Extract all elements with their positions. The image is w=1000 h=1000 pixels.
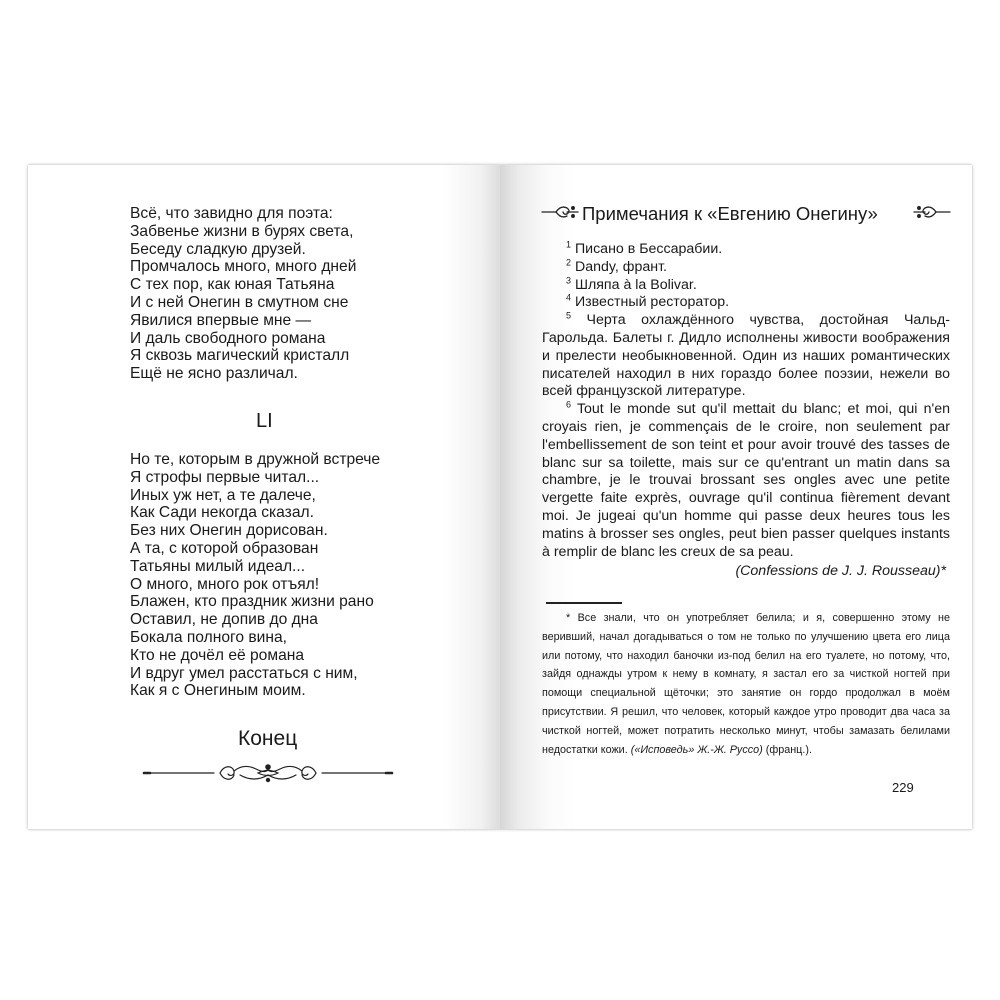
verse-line: Беседу сладкую друзей. [130,240,306,258]
note-item: $^2$ Dandy, франт. [566,257,667,275]
note-item: $^3$ Шляпа à la Bolivar. [566,274,697,293]
verse-line: О много, много рок отъял! [130,575,320,593]
verse-line: Ещё не ясно различал. [130,365,298,383]
verse-line: Татьяны милый идеал... [130,557,306,575]
verse-stanza-2 [130,451,380,700]
left-page [28,165,500,829]
verse-line: И даль свободного романа [130,329,326,347]
verse-line: Я сквозь магический кристалл [130,347,350,365]
verse-line: Как Сади некогда сказал. [130,504,314,522]
verse-line: И с ней Онегин в смутном сне [130,293,349,311]
verse-line: И вдруг умел расстаться с ним, [130,664,358,682]
note-item: $^5$ Черта охлаждённого чувства, достойная Чальд-Гарольда. Балеты г. Дидло исполнены живости воображения и прелести необыкновенной. Один из наших романтических писателей находил в них гораздо более поэзии, нежели во всей французской литературе. [542,310,950,400]
verse-line: Но те, которым в дружной встрече [130,451,381,468]
verse-line: Как я с Онегиным моим. [130,682,306,700]
notes-list [542,241,950,581]
stanza-number: LI [256,410,273,432]
ornament-divider-icon [140,761,396,785]
verse-line: Кто не дочёл её романа [130,646,305,664]
footnote-divider [546,602,622,604]
right-page [500,165,972,829]
notes-title: Примечания к «Евгению Онегину» [582,203,878,224]
note-item: $^6$ Tout le monde sut qu'il mettait du blanc; et moi, qui n'en croyais rien, je commençais de le croire, non seulement par l'embellissement de son teint et pour avoir trouvé des tasses de blanc sur sa toilette, mais sur ce qu'entrant un matin dans sa chambre, je le trouvai brossant ses ongles avec une petite vergette faite exprès, ouvrage qu'il continua fièrement devant moi. Je jugeai qu'un homme qui passe deux heures tous les matins à brosser ses ongles, peut bien passer quelques instants à remplir de blanc les creux de sa peau. [542,399,950,560]
verse-line: Всё, что завидно для поэта: [130,205,333,222]
verse-line: С тех пор, как юная Татьяна [130,276,335,294]
verse-line: Иных уж нет, а те далече, [130,486,316,504]
note-attribution: (Confessions de J. J. Rousseau)* [735,563,946,580]
ending-title: Конец [238,727,298,750]
page-number: 229 [892,780,914,795]
verse-line: Забвенье жизни в бурях света, [130,222,354,240]
verse-line: Блажен, кто праздник жизни рано [130,593,374,611]
open-book [28,165,972,829]
footnote: * Все знали, что он употребляет белила; и я, совершенно этому не веривший, начал догадываться о том не только по улучшению цвета его лица или потому, что находил баночки из-под белил на его туалете, но потому, что, зайдя однажды утром к нему в комнату, я застал его за чисткой ногтей при помощи специальной щёточки; это занятие он гордо продолжал в моём присутствии. Я решил, что человек, который каждое утро проводит два часа за чисткой ногтей, может потратить несколько минут, чтобы замазать белилами недостатки кожи. («Исповедь» Ж.-Ж. Руссо) (франц.). [542,612,950,756]
verse-line: Я строфы первые читал... [130,468,320,486]
verse-line: Промчалось много, много дней [130,258,357,276]
title-ornament-left-icon [540,201,580,223]
note-item: $^1$ Писано в Бессарабии. [566,239,723,257]
verse-line: Оставил, не допив до дна [130,611,318,629]
verse-line: А та, с которой образован [130,539,319,557]
verse-line: Без них Онегин дорисован. [130,522,328,540]
verse-line: Явилися впервые мне — [130,311,312,329]
verse-stanza-1 [130,205,356,383]
title-ornament-right-icon [912,201,952,223]
verse-line: Бокала полного вина, [130,628,287,646]
note-item: $^4$ Известный ресторатор. [566,292,730,311]
